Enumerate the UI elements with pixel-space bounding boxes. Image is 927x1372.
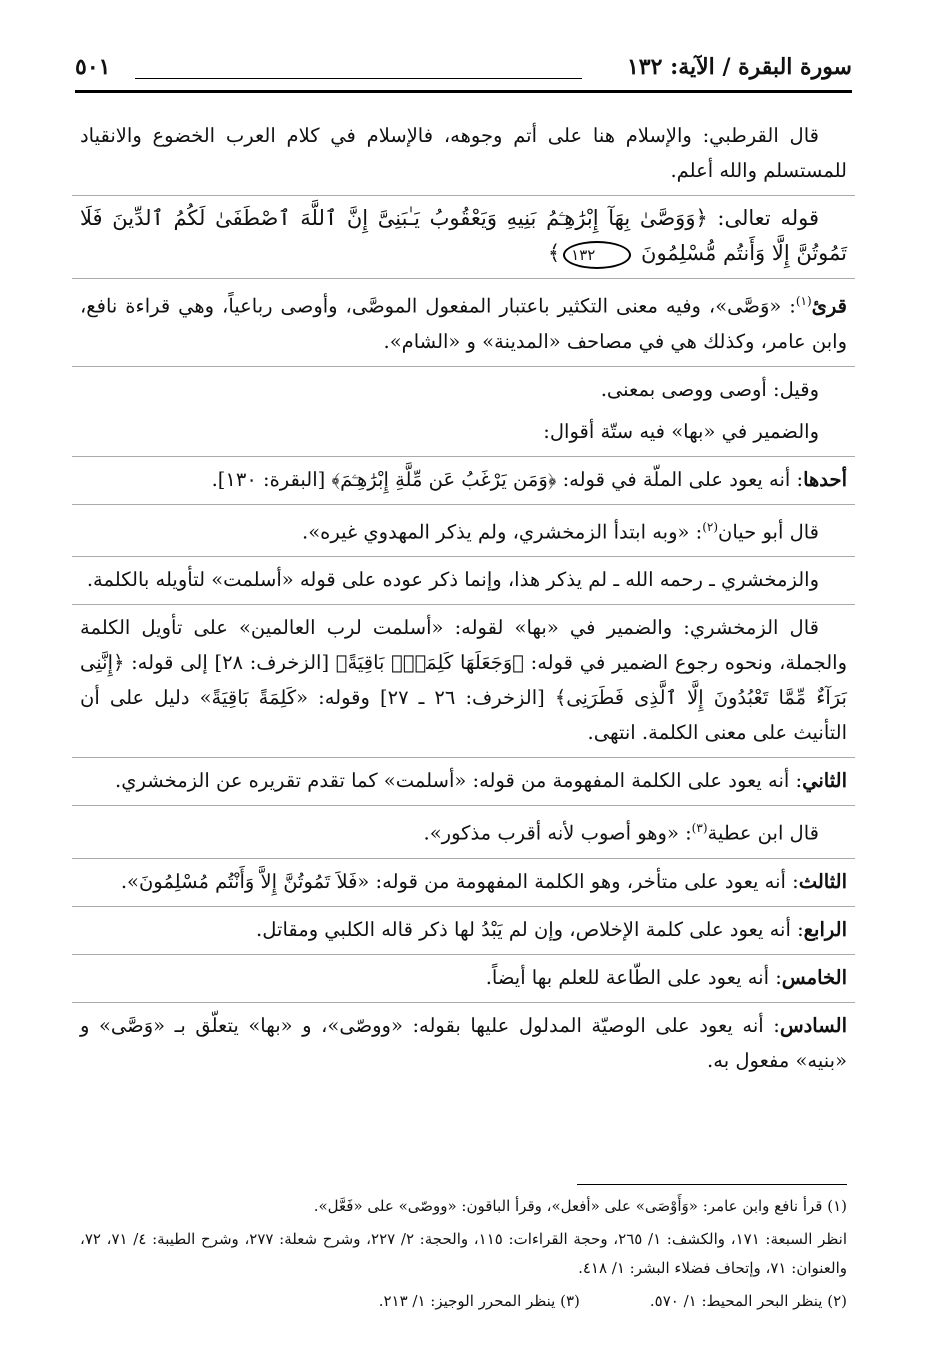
header-thin-rule <box>135 78 582 79</box>
paragraph-third <box>80 864 847 899</box>
paragraph-text: قال أبو حيان <box>718 520 819 543</box>
lead-word: السادس <box>779 1013 847 1037</box>
header-rule <box>75 90 852 93</box>
paragraph-text: : «وهو أصوب لأنه أقرب مذكور». <box>423 821 692 845</box>
header-title: سورة البقرة / الآية: ١٣٢ <box>617 54 852 80</box>
paragraph-text: وقيل: أوصى ووصى بمعنى. <box>600 377 819 401</box>
lead-word: الثالث <box>798 869 847 893</box>
footnote-ref[interactable]: (١) <box>795 294 812 308</box>
paragraph-fifth <box>80 960 847 995</box>
footnote-ref[interactable]: (٣) <box>691 821 708 835</box>
quran-verse <box>80 201 847 271</box>
separator <box>72 456 855 457</box>
footnotes <box>80 1192 847 1320</box>
separator <box>72 278 855 279</box>
paragraph-sixth <box>80 1008 847 1078</box>
paragraph-fourth <box>80 912 847 947</box>
paragraph-text: : «وَصَّى»، وفيه معنى التكثير باعتبار المفعول الموصَّى، وأوصى رباعياً، وهي قراءة نافع، وابن عامر، وكذلك هي في مصاحف «المدينة» و «الشام». <box>80 294 847 353</box>
separator <box>72 556 855 557</box>
footnote-3: (٣) ينظر المحرر الوجيز: ١/ ٢١٣. <box>378 1292 580 1310</box>
verse-close: ﴾ <box>547 241 561 265</box>
separator <box>72 805 855 806</box>
footnote-text: (١) قرأ نافع وابن عامر: «وَأَوْصَى» على «أفعل»، وقرأ الباقون: «ووصّى» على «فَعَّل». <box>313 1197 847 1215</box>
lead-word: قرئ <box>811 294 847 318</box>
lead-word: الرابع <box>803 917 847 941</box>
lead-word: الثاني <box>802 769 847 792</box>
paragraph-text: قال الزمخشري: والضمير في «بها» لقوله: «أسلمت لرب العالمين» على تأويل الكلمة والجملة، ونحوه رجوع الضمير في قوله: ﴿وَجَعَلَهَا كَلِمَةًۢ بَاقِيَةً﴾ [الزخرف: ٢٨] إلى قوله: ﴿إِنَّنِى بَرَآءٌ مِّمَّا تَعْبُدُونَ إِلَّا ٱلَّذِى فَطَرَنِى﴾ [الزخرف: ٢٦ ـ ٢٧] وقوله: «كَلِمَةً بَاقِيَةً» دليل على أن التأنيث على معنى الكلمة. انتهى. <box>80 616 847 744</box>
page-number: ٥٠١ <box>75 54 120 80</box>
paragraph-text: : أنه يعود على الملّة في قوله: ﴿وَمَن يَرْغَبُ عَن مِّلَّةِ إِبْرَٰهِـۧمَ﴾ [البقرة: ١٣٠]. <box>211 467 804 491</box>
paragraph-4 <box>80 372 847 407</box>
footnotes-2-3 <box>80 1287 847 1316</box>
footnote-2: (٢) ينظر البحر المحيط: ١/ ٥٧٠. <box>649 1292 847 1310</box>
footnote-1-sources <box>80 1225 847 1283</box>
separator <box>72 195 855 196</box>
lead-word: الخامس <box>781 965 847 989</box>
main-text <box>80 118 847 1085</box>
ayah-number-marker: ١٣٢ <box>563 241 631 269</box>
paragraph-8 <box>80 562 847 597</box>
separator <box>72 366 855 367</box>
paragraph-1 <box>80 118 847 188</box>
paragraph-5 <box>80 414 847 449</box>
paragraph-text: قال ابن عطية <box>707 821 819 845</box>
separator <box>72 954 855 955</box>
page-header <box>75 52 852 94</box>
paragraph-first <box>80 462 847 497</box>
paragraph-abu-hayyan <box>80 510 847 550</box>
footnote-text: انظر السبعة: ١٧١، والكشف: ١/ ٢٦٥، وحجة القراءات: ١١٥، والحجة: ٢/ ٢٢٧، وشرح شعلة: ٢٧٧، وشرح الطيبة: ٤/ ٧١، ٧٢، والعنوان: ٧١، وإتحاف فضلاء البشر: ١/ ٤١٨. <box>80 1230 848 1277</box>
paragraph-text: : أنه يعود على كلمة الإخلاص، وإن لم يَبْدُ لها ذكر قاله الكلبي ومقاتل. <box>256 917 804 941</box>
paragraph-ibn-atiyya <box>80 811 847 851</box>
paragraph-second <box>80 763 847 798</box>
paragraph-qurie <box>80 284 847 359</box>
paragraph-text: : «وبه ابتدأ الزمخشري، ولم يذكر المهدوي غيره». <box>302 520 703 543</box>
footnotes-rule <box>577 1184 847 1185</box>
footnote-ref[interactable]: (٢) <box>702 519 719 534</box>
separator <box>72 504 855 505</box>
paragraph-text: : أنه يعود على الوصيّة المدلول عليها بقوله: «ووصّى»، و «بها» يتعلّق بـ «وَصَّى» و «بنيه» مفعول به. <box>80 1013 847 1072</box>
separator <box>72 604 855 605</box>
separator <box>72 1002 855 1003</box>
paragraph-text: : أنه يعود على الطّاعة للعلم بها أيضاً. <box>485 965 782 989</box>
paragraph-text: : أنه يعود على متأخر، وهو الكلمة المفهومة من قوله: «فَلاَ تَمُوتُنَّ إِلاَّ وَأَنْتُم مُسْلِمُونَ». <box>120 869 799 893</box>
verse-text: قوله تعالى: ﴿وَوَصَّىٰ بِهَآ إِبْرَٰهِـۧمُ بَنِيهِ وَيَعْقُوبُ يَـٰبَنِىَّ إِنَّ ٱللَّهَ ٱصْطَفَىٰ لَكُمُ ٱلدِّينَ فَلَا تَمُوتُنَّ إِلَّا وَأَنتُم مُّسْلِمُونَ <box>80 206 847 265</box>
separator <box>72 906 855 907</box>
lead-word: أحدها <box>803 467 847 491</box>
paragraph-9 <box>80 610 847 750</box>
paragraph-text: والزمخشري ـ رحمه الله ـ لم يذكر هذا، وإنما ذكر عوده على قوله «أسلمت» لتأويله بالكلمة. <box>86 568 819 591</box>
paragraph-text: قال القرطبي: والإسلام هنا على أتم وجوهه، فالإسلام في كلام العرب الخضوع والانقياد للمستسلم والله أعلم. <box>80 124 847 182</box>
separator <box>72 858 855 859</box>
paragraph-text: : أنه يعود على الكلمة المفهومة من قوله: «أسلمت» كما تقدم تقريره عن الزمخشري. <box>115 769 803 792</box>
separator <box>72 757 855 758</box>
footnote-1 <box>80 1192 847 1221</box>
paragraph-text: والضمير في «بها» فيه ستّة أقوال: <box>543 419 819 443</box>
